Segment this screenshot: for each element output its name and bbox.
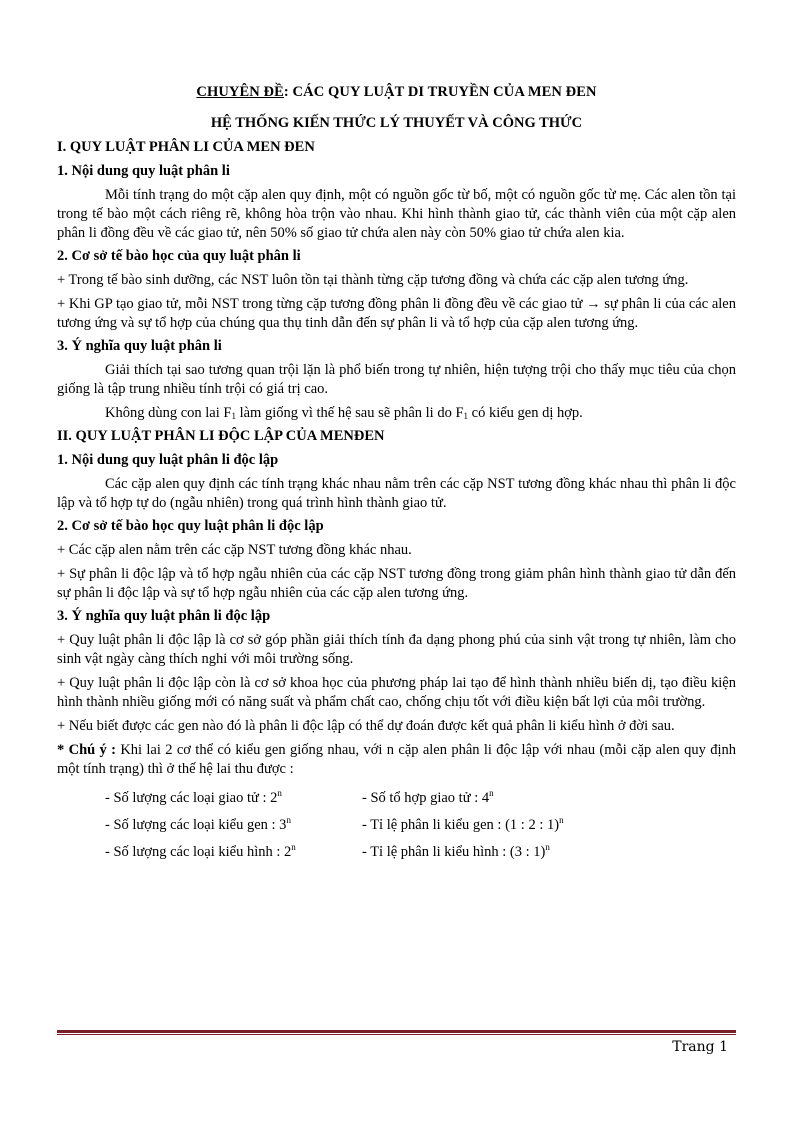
superscript: n [559,815,564,825]
section-2-2-paragraph-1: + Các cặp alen nằm trên các cặp NST tương đồng khác nhau. [57,542,412,558]
note-text: Khi lai 2 cơ thể có kiểu gen giống nhau, với n cặp alen phân li độc lập với nhau (mỗi cặp alen quy định một tính trạng) thì ở thế hệ lai thu được : [57,742,736,777]
formula-right [362,843,736,862]
section-2-3-paragraph-3: + Nếu biết được các gen nào đó là phân li độc lập có thể dự đoán được kết quả phân li kiểu hình ở đời sau. [57,718,675,734]
section-2-2-heading: 2. Cơ sở tế bào học quy luật phân li độc lập [57,518,324,534]
section-2-3-paragraph-1: + Quy luật phân li độc lập là cơ sở góp phần giải thích tính đa dạng phong phú của sinh vật trong tự nhiên, làm cho sinh vật ngày càng thích nghi với môi trường sống. [57,632,736,667]
formula-row [57,789,736,808]
section-2-1-heading: 1. Nội dung quy luật phân li độc lập [57,452,279,468]
footer-rule-thick [57,1030,736,1033]
section-1-1-heading: 1. Nội dung quy luật phân li [57,163,230,179]
superscript: n [286,815,291,825]
superscript: n [277,788,282,798]
section-2-3-paragraph-2: + Quy luật phân li độc lập còn là cơ sở khoa học của phương pháp lai tạo để hình thành nhiều biến dị, tạo điều kiện hình thành nhiều giống mới có năng suất và phẩm chất cao, chống chịu tốt với điều kiện bất lợi của môi trường. [57,675,736,710]
formula-right [362,789,736,808]
subscript: 1 [231,411,236,421]
formula-right [362,816,736,835]
note-paragraph [57,741,736,779]
subscript: 1 [463,411,469,421]
section-1-3-paragraph-2 [57,404,736,423]
document-page [57,84,736,870]
title-prefix: CHUYÊN ĐỀ [196,84,284,100]
formula-left [57,816,362,835]
formula-text: - Số tổ hợp giao tử : 4 [362,790,490,806]
note-label: * Chú ý : [57,742,116,758]
formula-text: - Tỉ lệ phân li kiểu hình : (3 : 1) [362,844,546,860]
section-1-heading: I. QUY LUẬT PHÂN LI CỦA MEN ĐEN [57,139,315,155]
superscript: n [489,788,494,798]
section-2-2-paragraph-2: + Sự phân li độc lập và tổ hợp ngẫu nhiên của các cặp NST tương đồng trong giảm phân hình thành giao tử dẫn đến sự phân li độc lập và sự tổ hợp ngẫu nhiên của các cặp alen tương ứng. [57,566,736,601]
text-span: có kiểu gen dị hợp. [468,405,583,421]
formula-text: - Số lượng các loại giao tử : 2 [105,790,278,806]
footer-rule-thin [57,1034,736,1035]
formula-left [57,843,362,862]
formula-list [57,789,736,862]
section-1-2-heading: 2. Cơ sở tế bào học của quy luật phân li [57,248,301,264]
section-1-1-text: Mỗi tính trạng do một cặp alen quy định, một có nguồn gốc từ bố, một có nguồn gốc từ mẹ. Các alen tồn tại trong tế bào một cách riêng rẽ, không hòa trộn vào nhau. Khi hình thành giao tử, các thành viên của một cặp alen phân li đồng đều về các giao tử, nên 50% số giao tử chứa alen này còn 50% giao tử chứa alen kia. [57,187,736,241]
section-1-2-paragraph-2: + Khi GP tạo giao tử, mỗi NST trong từng cặp tương đồng phân li đồng đều về các giao tử → sự phân li của các alen tương ứng và sự tổ hợp của chúng qua thụ tinh dẫn đến sự phân li và tổ hợp của cặp alen tương ứng. [57,296,736,331]
section-2-3-heading: 3. Ý nghĩa quy luật phân li độc lập [57,608,271,624]
text-span: làm giống vì thế hệ sau sẽ phân li do F [235,405,464,421]
superscript: n [545,842,550,852]
section-1-2-paragraph-1: + Trong tế bào sinh dưỡng, các NST luôn tồn tại thành từng cặp tương đồng và chứa các cặp alen tương ứng. [57,272,689,288]
formula-text: - Số lượng các loại kiểu gen : 3 [105,817,287,833]
section-1-3-paragraph-1: Giải thích tại sao tương quan trội lặn là phổ biến trong tự nhiên, hiện tượng trội cho thấy mục tiêu của chọn giống là tập trung nhiều tính trội có giá trị cao. [57,362,736,397]
formula-left [57,789,362,808]
formula-text: - Tỉ lệ phân li kiểu gen : (1 : 2 : 1) [362,817,560,833]
page-number: Trang 1 [672,1039,728,1055]
formula-row [57,816,736,835]
document-subtitle: HỆ THỐNG KIẾN THỨC LÝ THUYẾT VÀ CÔNG THỨC [210,115,583,131]
section-2-1-text: Các cặp alen quy định các tính trạng khác nhau nằm trên các cặp NST tương đồng khác nhau thì phân li độc lập và tổ hợp tự do (ngẫu nhiên) trong quá trình hình thành giao tử. [57,476,736,511]
section-1-3-heading: 3. Ý nghĩa quy luật phân li [57,338,222,354]
document-title [57,84,736,101]
section-2-heading: II. QUY LUẬT PHÂN LI ĐỘC LẬP CỦA MENĐEN [57,428,385,444]
formula-text: - Số lượng các loại kiểu hình : 2 [105,844,292,860]
text-span: Không dùng con lai F [105,405,232,421]
superscript: n [291,842,296,852]
title-rest: : CÁC QUY LUẬT DI TRUYỀN CỦA MEN ĐEN [283,84,597,100]
formula-row [57,843,736,862]
